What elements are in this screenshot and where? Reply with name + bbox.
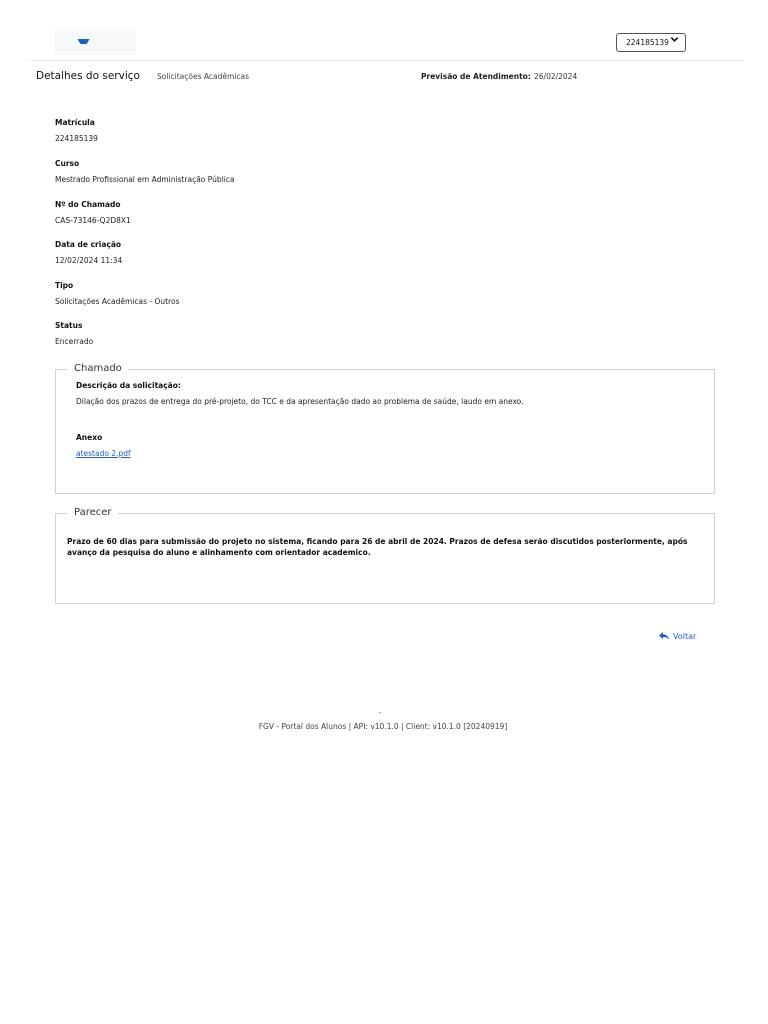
header-divider <box>26 60 744 61</box>
student-id-select[interactable] <box>616 33 686 52</box>
reply-arrow-icon <box>658 631 670 641</box>
back-label: Voltar <box>673 631 697 641</box>
fgv-logo-icon <box>75 39 90 44</box>
top-bar <box>0 0 768 60</box>
field-label-status: Status <box>55 321 83 330</box>
field-label-chamado-number: Nº do Chamado <box>55 200 121 209</box>
field-label-matricula: Matrícula <box>55 118 95 127</box>
chamado-legend: Chamado <box>68 363 128 374</box>
attachment-label: Anexo <box>76 433 103 442</box>
field-label-created-date: Data de criação <box>55 240 122 249</box>
field-value-chamado-number: CAS-73146-Q2D8X1 <box>55 216 131 225</box>
field-value-created-date: 12/02/2024 11:34 <box>55 256 123 265</box>
field-label-curso: Curso <box>55 159 80 168</box>
parecer-panel <box>55 507 715 604</box>
field-label-tipo: Tipo <box>55 281 74 290</box>
field-value-tipo: Solicitações Acadêmicas - Outros <box>55 297 180 306</box>
field-value-status: Encerrado <box>55 337 94 346</box>
footer-version: FGV - Portal dos Alunos | API: v10.1.0 | Client: v10.1.0 [20240919] <box>258 722 508 731</box>
parecer-text: Prazo de 60 dias para submissão do projeto no sistema, ficando para 26 de abril de 2024. Prazos de defesa serão discutidos posteriormente, após avanço da pesquisa do aluno e alinhamento com orientador academico. <box>67 537 688 557</box>
description-label: Descrição da solicitação: <box>76 381 181 390</box>
student-id-select-value: 224185139 <box>626 38 669 47</box>
page-title: Detalhes do serviço <box>36 70 140 82</box>
back-button[interactable] <box>658 631 696 641</box>
service-category: Solicitações Acadêmicas <box>157 72 249 81</box>
forecast-label: Previsão de Atendimento: <box>421 72 531 81</box>
footer-dot: - <box>379 709 382 717</box>
parecer-legend: Parecer <box>68 507 118 518</box>
chevron-down-icon <box>670 35 679 50</box>
attachment-link[interactable]: atestado 2.pdf <box>76 449 131 458</box>
field-value-curso: Mestrado Profissional em Administração Pública <box>55 175 235 184</box>
forecast-value: 26/02/2024 <box>534 72 578 81</box>
description-text: Dilação dos prazos de entrega do pré-projeto, do TCC e da apresentação dado ao problema de saúde, laudo em anexo. <box>76 397 524 406</box>
field-value-matricula: 224185139 <box>55 134 98 143</box>
logo[interactable] <box>54 31 136 55</box>
chamado-panel <box>55 363 715 494</box>
